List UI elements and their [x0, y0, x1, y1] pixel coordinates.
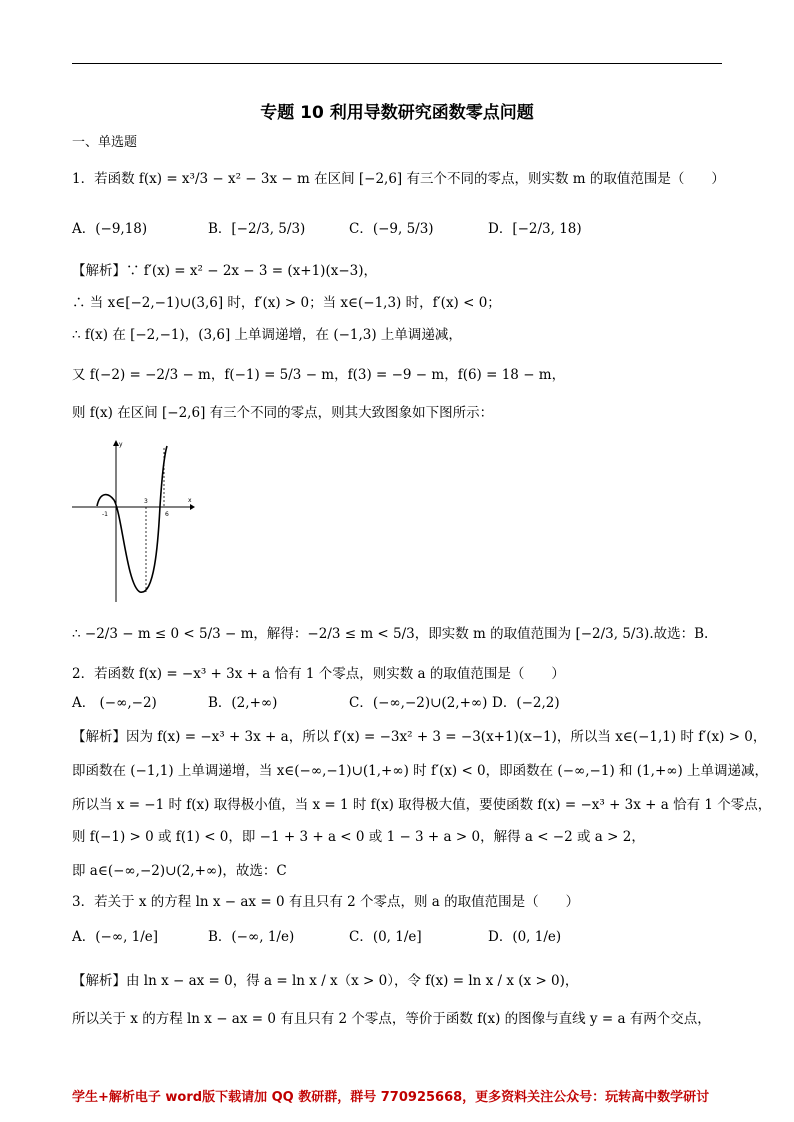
q3-option-c: C．(0, 1/e]	[349, 929, 422, 945]
q1-analysis-3: ∴ f(x) 在 [−2,−1)，(3,6] 上单调递增，在 (−1,3) 上单调递减，	[72, 327, 462, 343]
q3-analysis-2: 所以关于 x 的方程 ln x − ax = 0 有且只有 2 个零点，等价于函数 f(x) 的图像与直线 y = a 有两个交点，	[72, 1011, 711, 1027]
q1-function-graph	[72, 436, 202, 606]
q3-option-d: D．(0, 1/e)	[488, 929, 562, 945]
q1-analysis-2: ∴ 当 x∈[−2,−1)∪(3,6] 时，f′(x) > 0；当 x∈(−1,3) 时，f′(x) < 0；	[72, 295, 501, 311]
q1-option-b: B．[−2/3, 5/3)	[208, 221, 306, 237]
q1-stem: 1．若函数 f(x) = x³/3 − x² − 3x − m 在区间 [−2,6] 有三个不同的零点，则实数 m 的取值范围是（ ）	[72, 171, 725, 187]
q2-option-a: A． (−∞,−2)	[72, 695, 157, 711]
graph-curve	[97, 446, 167, 592]
q1-option-a: A．(−9,18)	[72, 221, 148, 237]
q2-stem: 2．若函数 f(x) = −x³ + 3x + a 恰有 1 个零点，则实数 a 的取值范围是（ ）	[72, 666, 565, 682]
q2-analysis-3: 所以当 x = −1 时 f(x) 取得极小值，当 x = 1 时 f(x) 取得极大值，要使函数 f(x) = −x³ + 3x + a 恰有 1 个零点，	[72, 797, 772, 813]
graph-label-neg1: -1	[102, 511, 108, 518]
footer-notice: 学生+解析电子 word版下载请加 QQ 教研群，群号 770925668，更多资料关注公众号：玩转高中数学研讨	[72, 1090, 710, 1105]
q3-option-b: B．(−∞, 1/e)	[208, 929, 295, 945]
q2-analysis-4: 则 f(−1) > 0 或 f(1) < 0，即 −1 + 3 + a < 0 或 1 − 3 + a > 0，解得 a < −2 或 a > 2，	[72, 829, 645, 845]
q1-option-c: C．(−9, 5/3)	[349, 221, 434, 237]
q2-analysis-5: 即 a∈(−∞,−2)∪(2,+∞)，故选：C	[72, 863, 287, 879]
q2-option-d: D．(−2,2)	[492, 695, 560, 711]
q3-stem: 3．若关于 x 的方程 ln x − ax = 0 有且只有 2 个零点，则 a 的取值范围是（ ）	[72, 894, 580, 910]
top-rule	[72, 63, 722, 64]
graph-label-3: 3	[144, 498, 148, 505]
graph-label-6: 6	[165, 511, 169, 518]
graph-x-arrow	[190, 504, 195, 510]
q3-analysis-1: 【解析】由 ln x − ax = 0，得 a = ln x / x（x > 0），令 f(x) = ln x / x (x > 0)，	[72, 973, 579, 989]
q2-option-b: B．(2,+∞)	[208, 695, 278, 711]
section-heading: 一、单选题	[72, 135, 138, 150]
q3-option-a: A．(−∞, 1/e]	[72, 929, 159, 945]
q1-analysis-4: 又 f(−2) = −2/3 − m，f(−1) = 5/3 − m，f(3) = −9 − m，f(6) = 18 − m，	[72, 367, 566, 383]
q2-analysis-1: 【解析】因为 f(x) = −x³ + 3x + a，所以 f′(x) = −3x² + 3 = −3(x+1)(x−1)，所以当 x∈(−1,1) 时 f′(x) > 0，	[72, 729, 767, 745]
graph-label-x: x	[188, 497, 192, 504]
graph-label-y: y	[119, 441, 123, 448]
page-title: 专题 10 利用导数研究函数零点问题	[260, 103, 534, 123]
q1-option-d: D．[−2/3, 18)	[488, 221, 582, 237]
q1-analysis-6: ∴ −2/3 − m ≤ 0 < 5/3 − m，解得：−2/3 ≤ m < 5/3，即实数 m 的取值范围为 [−2/3, 5/3).故选：B.	[72, 626, 709, 642]
q1-analysis-1: 【解析】∵ f′(x) = x² − 2x − 3 = (x+1)(x−3)，	[72, 263, 377, 279]
q2-analysis-2: 即函数在 (−1,1) 上单调递增，当 x∈(−∞,−1)∪(1,+∞) 时 f′(x) < 0，即函数在 (−∞,−1) 和 (1,+∞) 上单调递减，	[72, 763, 769, 779]
q2-option-c: C．(−∞,−2)∪(2,+∞)	[349, 695, 488, 711]
q1-analysis-5: 则 f(x) 在区间 [−2,6] 有三个不同的零点，则其大致图象如下图所示：	[72, 405, 494, 421]
